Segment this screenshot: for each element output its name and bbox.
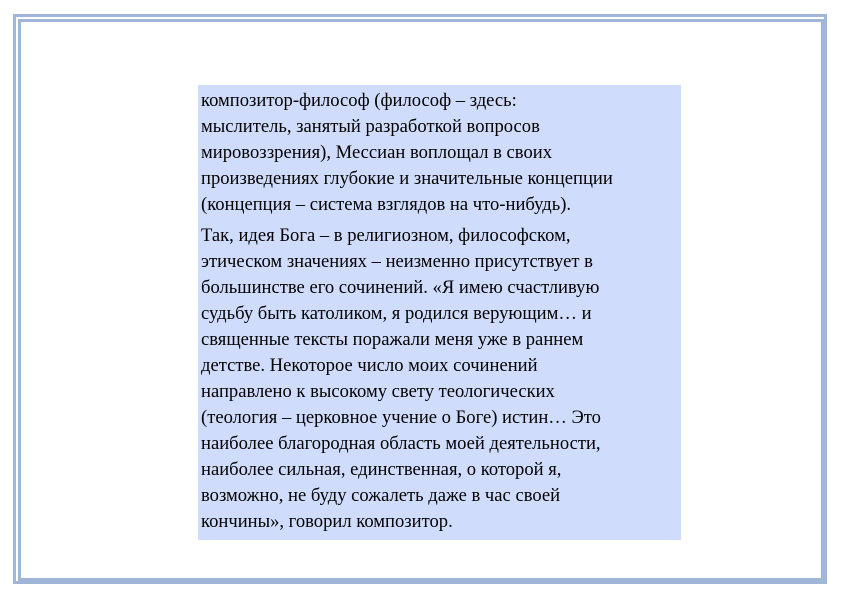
text-block (198, 85, 681, 540)
paragraph-1: композитор-философ (философ – здесь: мыслитель, занятый разработкой вопросов мировоззрения), Мессиан воплощал в своих произведениях глубокие и значительные концепции (концепция – система взглядов на что-нибудь). (201, 90, 613, 215)
paragraph-2: Так, идея Бога – в религиозном, философском, этическом значениях – неизменно присутствует в большинстве его сочинений. «Я имею счастливую судьбу быть католиком, я родился верующим… и священные тексты поражали меня уже в раннем детстве. Некоторое число моих сочинений направлено к высокому свету теологических (теология – церковное учение о Боге) истин… Это наиболее благородная область моей деятельности, наиболее сильная, единственная, о которой я, возможно, не буду сожалеть даже в час своей кончины», говорил композитор. (201, 225, 601, 532)
